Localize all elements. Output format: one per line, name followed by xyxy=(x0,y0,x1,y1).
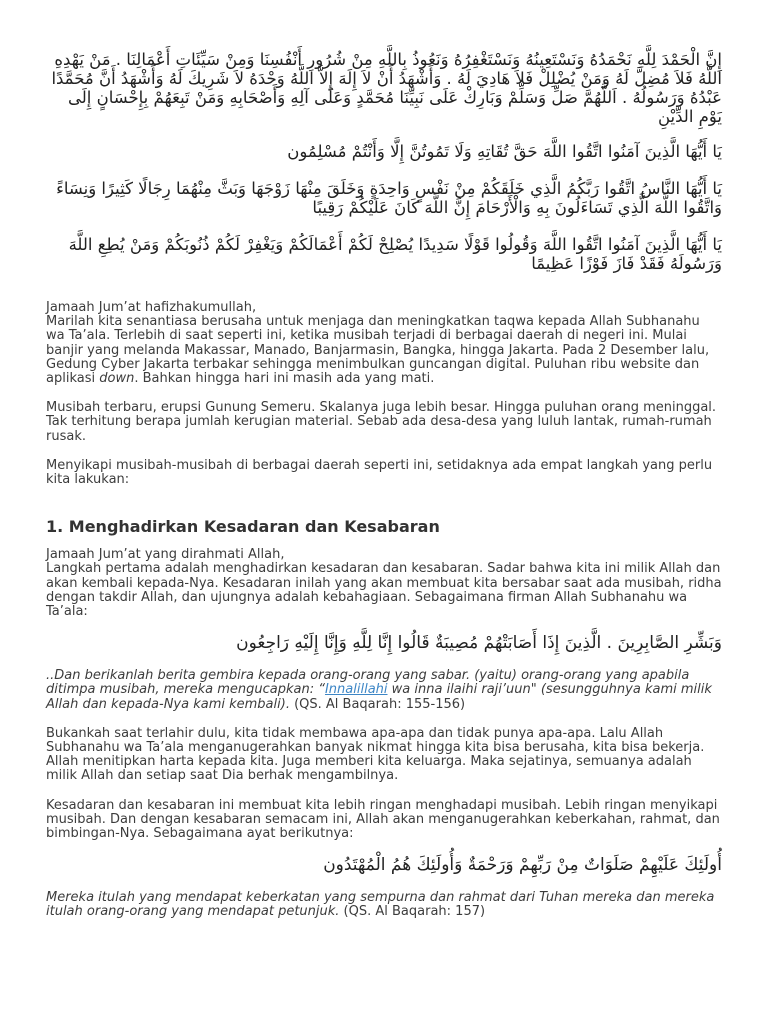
section1-greeting-line: Jamaah Jum’at yang dirahmati Allah, xyxy=(46,547,285,563)
intro-paragraph-2: Musibah terbaru, erupsi Gunung Semeru. Skalanya juga lebih besar. Hingga puluhan orang meninggal. Tak terhitung berapa jumlah kerugian material. Sebab ada desa-desa yang luluh lantak, rumah-rumah rusak. xyxy=(46,400,717,444)
greeting-line: Jamaah Jum’at hafizhakumullah, xyxy=(46,300,257,315)
section1-paragraph-1-text: Langkah pertama adalah menghadirkan kesadaran dan kesabaran. Sadar bahwa kita ini milik Allah dan akan kembali kepada-Nya. Kesadaran inilah yang akan membuat kita bersabar saat ada musibah, ridha dengan takdir Allah, dan ujungnya adalah kebahagiaan. Sebagaimana firman Allah Subhanahu wa Ta’ala: xyxy=(46,561,722,620)
intro-paragraph-3: Menyikapi musibah-musibah di berbagai daerah seperti ini, setidaknya ada empat langkah yang perlu kita lakukan: xyxy=(46,457,713,488)
section1-paragraph-2: Bukankah saat terlahir dulu, kita tidak membawa apa-apa dan tidak punya apa-apa. Lalu Allah Subhanahu wa Ta’ala menganugerahkan banyak nikmat hingga kita bisa berusaha, kita bisa bekerja. Allah menitipkan harta kepada kita. Juga memberi kita keluarga. Maka sejatinya, semuanya adalah milik Allah dan setiap saat Dia berhak mengambilnya. xyxy=(46,725,705,784)
translation-157-reference: (QS. Al Baqarah: 157) xyxy=(339,904,486,920)
arabic-verse-al-baqarah-155-156: وَبَشِّرِ الصَّابِرِينَ . الَّذِينَ إِذَا أَصَابَتْهُمْ مُصِيبَةٌ قَالُوا إِنَّا لِلَّهِ وَإِنَّا إِلَيْهِ رَاجِعُون xyxy=(236,633,722,654)
section1-paragraph-3: Kesadaran dan kesabaran ini membuat kita lebih ringan menghadapi musibah. Lebih ringan menyikapi musibah. Dan dengan kesabaran semacam ini, Allah akan menganugerahkan keberkahan, rahmat, dan bimbingan-Nya. Sebagaimana ayat berikutnya: xyxy=(46,797,720,842)
arabic-verse-ali-imran-102: يَا أَيُّهَا الَّذِينَ آمَنُوا اتَّقُوا اللَّهَ حَقَّ تُقَاتِهِ وَلَا تَمُوتُنَّ إِلَّا وَأَنْتُمْ مُسْلِمُون xyxy=(287,142,722,161)
section1-paragraph-1 xyxy=(46,548,722,619)
intro-paragraph-1-text: Marilah kita senantiasa berusaha untuk menjaga dan meningkatkan taqwa kepada Allah Subhanahu wa Ta’ala. Terlebih di saat seperti ini, ketika musibah terjadi di berbagai daerah di negeri ini. Mulai banjir yang melanda Makassar, Manado, Banjarmasin, Bangka, hingga Jakarta. Pada 2 Desember lalu, Gedung Cyber Jakarta terbakar sehingga menimbulkan guncangan digital. Puluhan ribu website dan aplikasi xyxy=(46,314,710,387)
translation-al-baqarah-157 xyxy=(46,891,722,919)
translation-text-b: wa inna ilaihi raji’uun" (sesungguhnya kami milik Allah dan kepada-Nya kami kembali). xyxy=(46,682,712,712)
translation-text-a: ..Dan berikanlah berita gembira kepada orang-orang yang sabar. (yaitu) orang-orang yang apabila ditimpa musibah, mereka mengucapkan: “ xyxy=(46,668,690,698)
innalillahi-link[interactable]: Innalillahi xyxy=(324,682,388,698)
arabic-opening-prayer: إِنَّ الْحَمْدَ لِلَّهِ نَحْمَدُهُ وَنَسْتَعِينُهُ وَنَسْتَغْفِرُهُ وَنَعُوذُ بِاللَّهِ مِنْ شُرُورِ أَنْفُسِنَا وَمِنْ سَيِّئَاتِ أَعْمَالِنَا . مَنْ يَهْدِهِ اللَّهُ فَلاَ مُضِلَّ لَهُ وَمَنْ يُضْلِلْ فَلاَ هَادِيَ لَهُ . وَأَشْهَدُ أَنْ لاَ إِلَهَ إِلاَّ اللَّهُ وَحْدَهُ لاَ شَرِيكَ لَهُ وَأَشْهَدُ أَنَّ مُحَمَّدًا عَبْدُهُ وَرَسُولُهُ . اَللَّهُمَّ صَلِّ وَسَلِّمْ وَبَارِكْ عَلَى نَبِيِّنَا مُحَمَّدٍ وَعَلَى آلِهِ وَأَصْحَابِهِ وَمَنْ تَبِعَهُمْ بِإِحْسَانٍ إِلَى يَوْمِ الدِّيْنِ xyxy=(51,50,722,126)
section-heading-1: 1. Menghadirkan Kesadaran dan Kesabaran xyxy=(46,517,440,537)
italic-down: down xyxy=(99,371,135,387)
arabic-verse-al-ahzab-70-71: يَا أَيُّهَا الَّذِينَ آمَنُوا اتَّقُوا اللَّهَ وَقُولُوا قَوْلًا سَدِيدًا يُصْلِحْ لَكُمْ أَعْمَالَكُمْ وَيَغْفِرْ لَكُمْ ذُنُوبَكُمْ وَمَنْ يُطِعِ اللَّهَ وَرَسُولَهُ فَقَدْ فَازَ فَوْزًا عَظِيمًا xyxy=(68,235,722,273)
arabic-verse-an-nisa-1: يَا أَيُّهَا النَّاسُ اتَّقُوا رَبَّكُمُ الَّذِي خَلَقَكُمْ مِنْ نَفْسٍ وَاحِدَةٍ وَخَلَقَ مِنْهَا زَوْجَهَا وَبَثَّ مِنْهُمَا رِجَالًا كَثِيرًا وَنِسَاءً وَاتَّقُوا اللَّهَ الَّذِي تَسَاءَلُونَ بِهِ وَالْأَرْحَامَ إِنَّ اللَّهَ كَانَ عَلَيْكُمْ رَقِيبًا xyxy=(56,179,722,217)
translation-al-baqarah-155-156 xyxy=(46,669,722,712)
arabic-verse-al-baqarah-157: أُولَئِكَ عَلَيْهِمْ صَلَوَاتٌ مِنْ رَبِّهِمْ وَرَحْمَةٌ وَأُولَئِكَ هُمُ الْمُهْتَدُون xyxy=(323,855,722,876)
intro-paragraph-1-end: . Bahkan hingga hari ini masih ada yang mati. xyxy=(134,371,435,387)
translation-reference: (QS. Al Baqarah: 155-156) xyxy=(289,696,466,712)
translation-157-text: Mereka itulah yang mendapat keberkatan yang sempurna dan rahmat dari Tuhan mereka dan mereka itulah orang-orang yang mendapat petunjuk. xyxy=(46,890,715,920)
intro-paragraph-1 xyxy=(46,301,722,386)
